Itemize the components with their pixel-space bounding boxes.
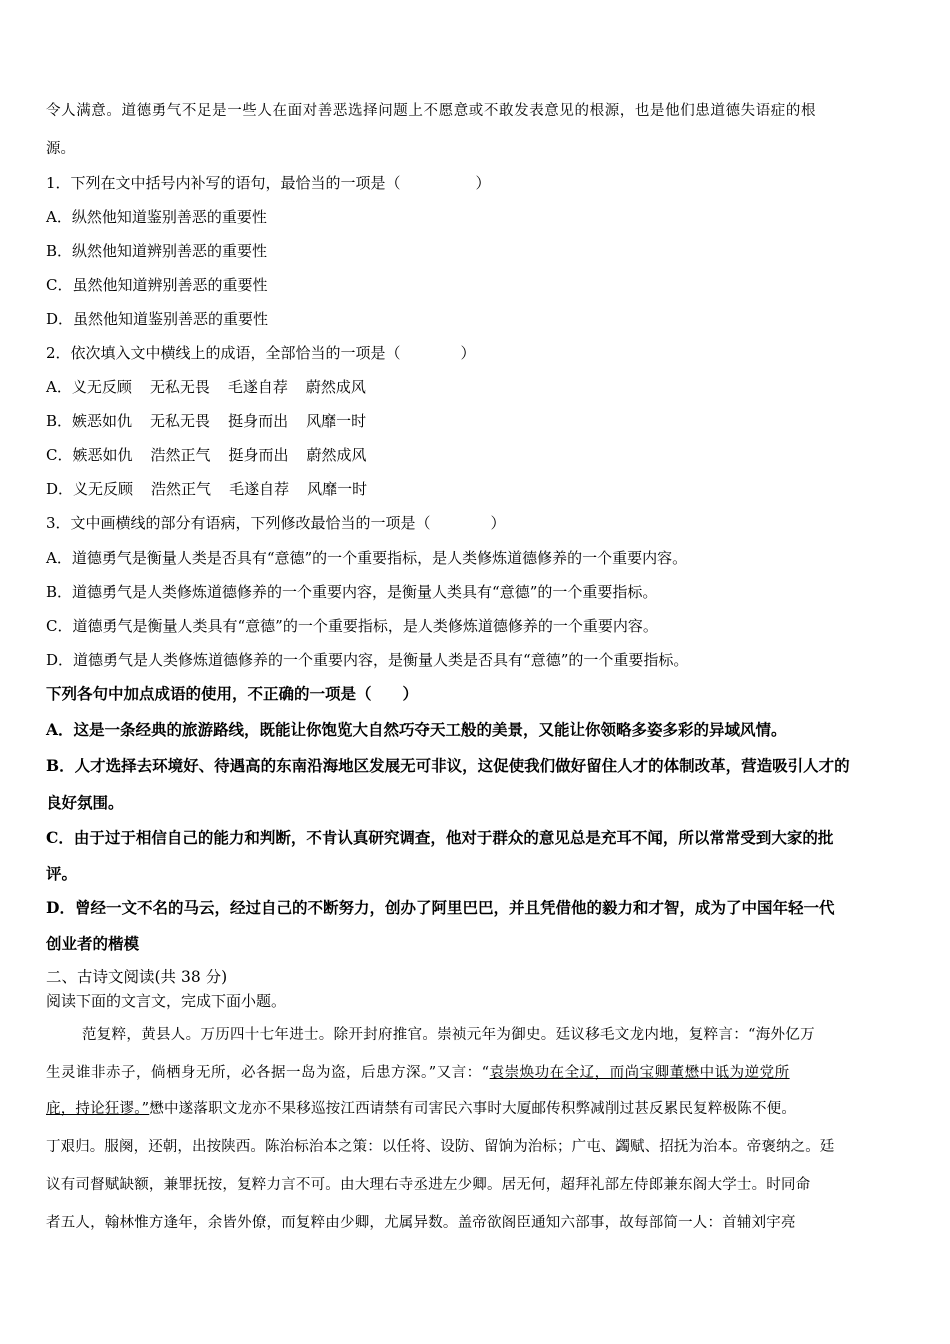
q4-option-c-line-2: 评。 xyxy=(46,864,78,883)
q4-stem: 下列各句中加点成语的使用，不正确的一项是（ ） xyxy=(46,684,419,703)
section-instruction: 阅读下面的文言文，完成下面小题。 xyxy=(46,992,287,1010)
q1-option-d: D．虽然他知道鉴别善恶的重要性 xyxy=(46,310,269,328)
q1-stem: 1．下列在文中括号内补写的语句，最恰当的一项是（ ） xyxy=(46,174,491,192)
section-heading: 二、古诗文阅读(共 38 分) xyxy=(46,968,228,986)
q2-option-b: B．嫉恶如仇 无私无畏 挺身而出 风靡一时 xyxy=(46,412,367,430)
q1-option-b: B．纵然他知道辨别善恶的重要性 xyxy=(46,242,268,260)
q2-option-a: A．义无反顾 无私无畏 毛遂自荐 蔚然成风 xyxy=(46,378,366,396)
classical-text-line-1: 范复粹，黄县人。万历四十七年进士。除开封府推官。崇祯元年为御史。廷议移毛文龙内地，复粹言：“海外亿万 xyxy=(82,1027,815,1043)
q4-option-d-line-2: 创业者的楷模 xyxy=(46,934,140,953)
underlined-sentence-end: 庇，持论狂谬。” xyxy=(46,1101,150,1117)
q4-option-b-line-2: 良好氛围。 xyxy=(46,793,124,812)
q3-stem: 3．文中画横线的部分有语病，下列修改最恰当的一项是（ ） xyxy=(46,514,506,532)
q2-option-c: C．嫉恶如仇 浩然正气 挺身而出 蔚然成风 xyxy=(46,446,367,464)
q4-option-d-line-1: D．曾经一文不名的马云，经过自己的不断努力，创办了阿里巴巴，并且凭借他的毅力和才智，成为了中国年轻一代 xyxy=(46,898,835,917)
q4-option-c-line-1: C．由于过于相信自己的能力和判断，不肯认真研究调查，他对于群众的意见总是充耳不闻，所以常常受到大家的批 xyxy=(46,828,834,847)
classical-text-line-2: 生灵谁非赤子，倘栖身无所，必各据一岛为盗，后患方深。”又言：“袁崇焕功在全辽，而尚宝卿董懋中诋为逆党所 xyxy=(46,1065,790,1081)
q3-option-b: B．道德勇气是人类修炼道德修养的一个重要内容，是衡量人类具有“意德”的一个重要指标。 xyxy=(46,583,658,601)
classical-text-line-5: 议有司督赋缺额，兼罪抚按，复粹力言不可。由大理右寺丞进左少卿。居无何，超拜礼部左侍郎兼东阁大学士。时同命 xyxy=(46,1177,811,1193)
classical-text-line-3: 庇，持论狂谬。”懋中遂落职文龙亦不果移巡按江西请禁有司害民六事时大厦邮传积弊减削过甚反累民复粹极陈不便。 xyxy=(46,1101,797,1117)
q4-option-b-line-1: B．人才选择去环境好、待遇高的东南沿海地区发展无可非议，这促使我们做好留住人才的体制改革，营造吸引人才的 xyxy=(46,756,850,775)
passage-end-line-2: 源。 xyxy=(46,141,75,157)
q3-option-c: C．道德勇气是衡量人类具有“意德”的一个重要指标，是人类修炼道德修养的一个重要内容。 xyxy=(46,617,658,635)
q3-option-d: D．道德勇气是人类修炼道德修养的一个重要内容，是衡量人类是否具有“意德”的一个重要指标。 xyxy=(46,651,689,669)
q1-option-a: A．纵然他知道鉴别善恶的重要性 xyxy=(46,208,267,226)
q2-option-d: D．义无反顾 浩然正气 毛遂自荐 风靡一时 xyxy=(46,480,368,498)
q2-stem: 2．依次填入文中横线上的成语，全部恰当的一项是（ ） xyxy=(46,344,476,362)
q3-option-a: A．道德勇气是衡量人类是否具有“意德”的一个重要指标，是人类修炼道德修养的一个重要内容。 xyxy=(46,549,688,567)
classical-text-line-4: 丁艰归。服阕，还朝，出按陕西。陈治标治本之策：以任将、设防、留饷为治标；广屯、蠲赋、招抚为治本。帝褒纳之。廷 xyxy=(46,1139,835,1155)
q4-option-a: A．这是一条经典的旅游路线，既能让你饱览大自然巧夺天工般的美景，又能让你领略多姿多彩的异域风情。 xyxy=(46,720,787,739)
underlined-sentence: 袁崇焕功在全辽，而尚宝卿董懋中诋为逆党所 xyxy=(489,1065,790,1081)
passage-end-line-1: 令人满意。道德勇气不足是一些人在面对善恶选择问题上不愿意或不敢发表意见的根源，也是他们患道德失语症的根 xyxy=(46,103,817,119)
q1-option-c: C．虽然他知道辨别善恶的重要性 xyxy=(46,276,268,294)
classical-text-line-6: 者五人，翰林惟方逢年，余皆外僚，而复粹由少卿，尤属异数。盖帝欲阁臣通知六部事，故每部简一人：首辅刘宇亮 xyxy=(46,1215,796,1231)
